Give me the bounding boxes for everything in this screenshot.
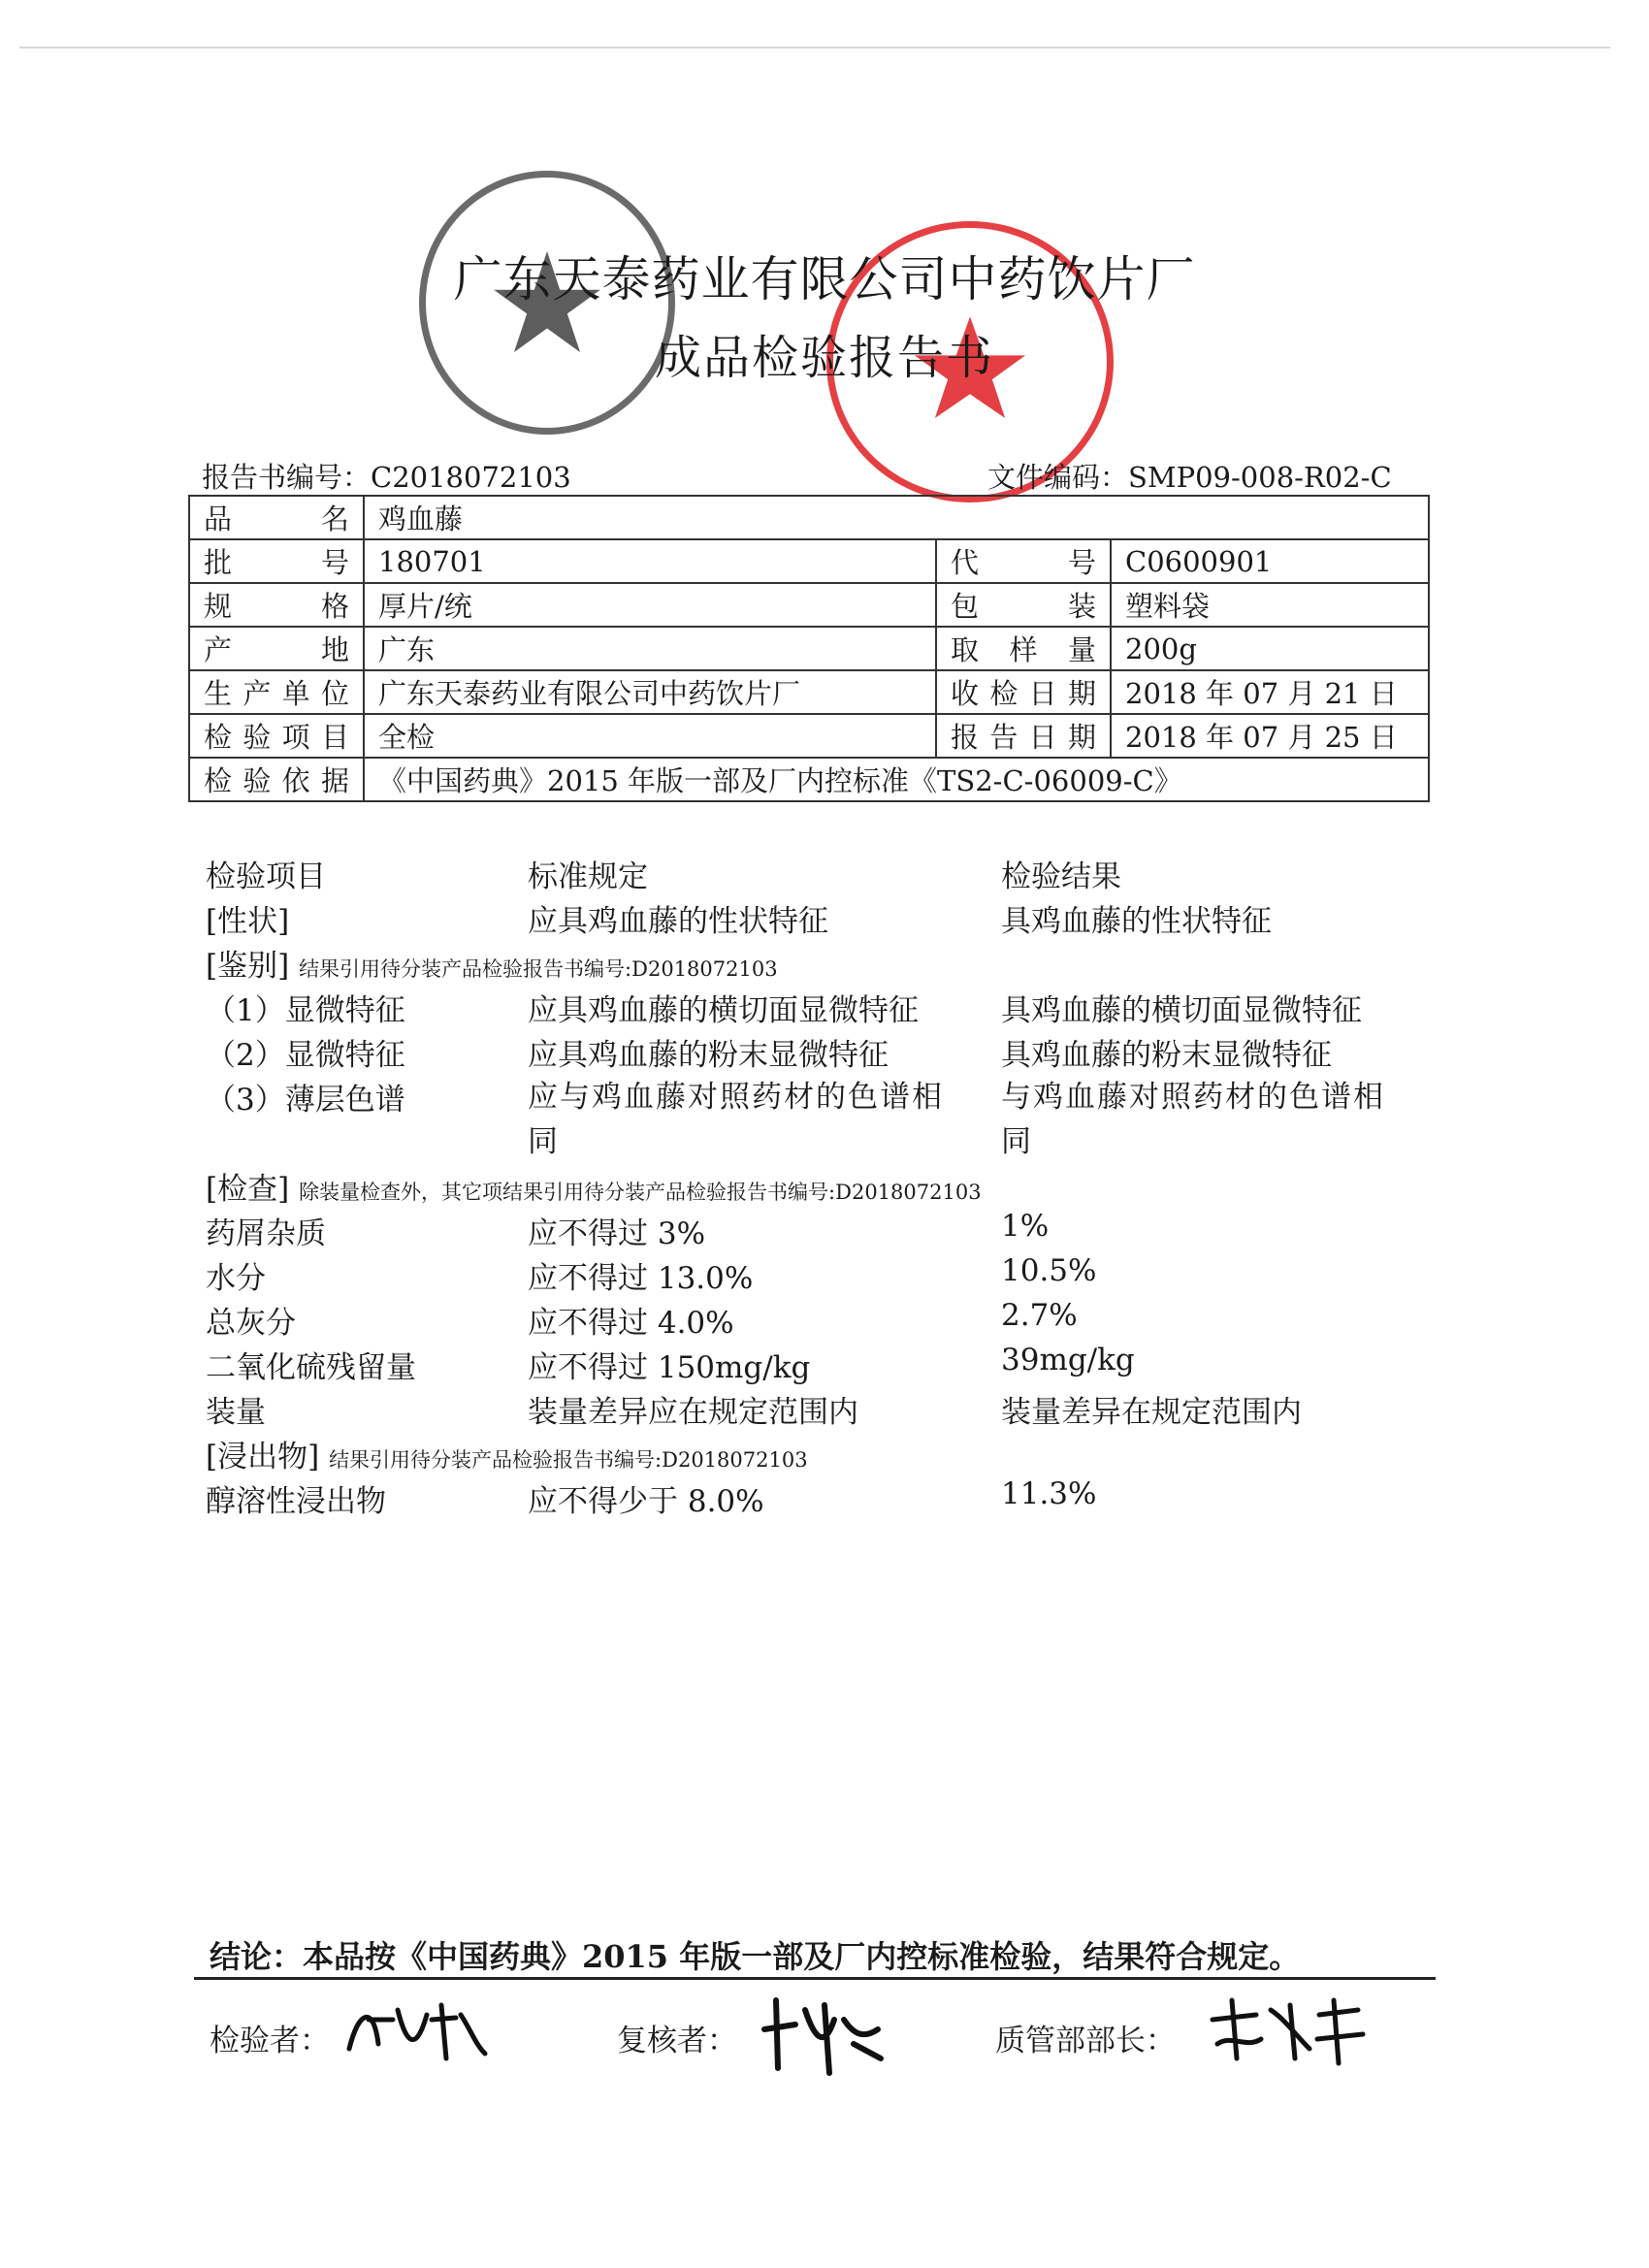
product-label: 品 名 [189, 496, 364, 539]
spec-value: 厚片/统 [364, 583, 936, 627]
table-row [189, 714, 1429, 758]
inspector-label: 检验者： [210, 2024, 330, 2058]
qa-manager-label: 质管部部长： [995, 2024, 1176, 2058]
document-title: 成品检验报告书 [654, 331, 994, 385]
table-row [189, 758, 1429, 801]
table-row [189, 627, 1429, 670]
table-row [189, 539, 1429, 583]
table-row [189, 670, 1429, 714]
sample-value: 200g [1111, 627, 1429, 670]
result-row-ident1: （1）显微特征 应具鸡血藤的横切面显微特征 具鸡血藤的横切面显微特征 [206, 993, 1362, 1028]
items-value: 全检 [364, 714, 936, 758]
result-row-extract: 醇溶性浸出物 应不得少于 8.0% 11.3% [206, 1476, 1097, 1519]
report-date-value: 2018 年 07 月 25 日 [1111, 714, 1429, 758]
report-number: 报告书编号：C2018072103 [202, 461, 571, 494]
result-row-fill: 装量 装量差异应在规定范围内 装量差异在规定范围内 [206, 1395, 1302, 1430]
code-label: 代 号 [936, 539, 1111, 583]
section-extract: [浸出物] 结果引用待分装产品检验报告书编号:D2018072103 [206, 1440, 808, 1474]
qa-manager-signature [1203, 1991, 1368, 2068]
report-date-label: 报告日期 [936, 714, 1111, 758]
test-results [206, 852, 1467, 1521]
scan-edge-line [19, 47, 1610, 49]
package-value: 塑料袋 [1111, 583, 1429, 627]
origin-label: 产 地 [189, 627, 364, 670]
results-header: 检验项目 标准规定 检验结果 [206, 859, 1121, 894]
maker-value: 广东天泰药业有限公司中药饮片厂 [364, 670, 936, 714]
result-row-so2: 二氧化硫残留量 应不得过 150mg/kg 39mg/kg [206, 1343, 1135, 1385]
batch-label: 批 号 [189, 539, 364, 583]
product-value: 鸡血藤 [364, 496, 1429, 539]
section-identification: [鉴别] 结果引用待分装产品检验报告书编号:D2018072103 [206, 949, 778, 984]
package-label: 包 装 [936, 583, 1111, 627]
spec-label: 规 格 [189, 583, 364, 627]
result-row-impurity: 药屑杂质 应不得过 3% 1% [206, 1209, 1050, 1251]
table-row [189, 583, 1429, 627]
basis-label: 检验依据 [189, 758, 364, 801]
table-row [189, 496, 1429, 539]
company-title: 广东天泰药业有限公司中药饮片厂 [453, 251, 1196, 308]
product-info-table [188, 495, 1430, 802]
result-row-character: [性状] 应具鸡血藤的性状特征 具鸡血藤的性状特征 [206, 904, 1272, 939]
batch-value: 180701 [364, 539, 936, 583]
reviewer-label: 复核者： [617, 2024, 737, 2058]
sample-label: 取样量 [936, 627, 1111, 670]
section-check: [检查] 除装量检查外，其它项结果引用待分装产品检验报告书编号:D2018072103 [206, 1172, 982, 1207]
reviewer-signature [757, 1991, 892, 2078]
conclusion-divider [194, 1977, 1436, 1980]
code-value: C0600901 [1111, 539, 1429, 583]
receive-date-label: 收检日期 [936, 670, 1111, 714]
result-row-ash: 总灰分 应不得过 4.0% 2.7% [206, 1298, 1078, 1341]
conclusion: 结论：本品按《中国药典》2015 年版一部及厂内控标准检验，结果符合规定。 [210, 1938, 1301, 1975]
file-number: 文件编码：SMP09-008-R02-C [987, 461, 1392, 494]
result-row-moisture: 水分 应不得过 13.0% 10.5% [206, 1253, 1097, 1296]
maker-label: 生产单位 [189, 670, 364, 714]
basis-value: 《中国药典》2015 年版一部及厂内控标准《TS2-C-06009-C》 [364, 758, 1429, 801]
receive-date-value: 2018 年 07 月 21 日 [1111, 670, 1429, 714]
items-label: 检验项目 [189, 714, 364, 758]
result-row-ident2: （2）显微特征 应具鸡血藤的粉末显微特征 具鸡血藤的粉末显微特征 [206, 1038, 1332, 1073]
inspector-signature [340, 1991, 495, 2068]
origin-value: 广东 [364, 627, 936, 670]
result-row-ident3: （3）薄层色谱 应与鸡血藤对照药材的色谱相 同 与鸡血藤对照药材的色谱相 同 [206, 1080, 1385, 1159]
